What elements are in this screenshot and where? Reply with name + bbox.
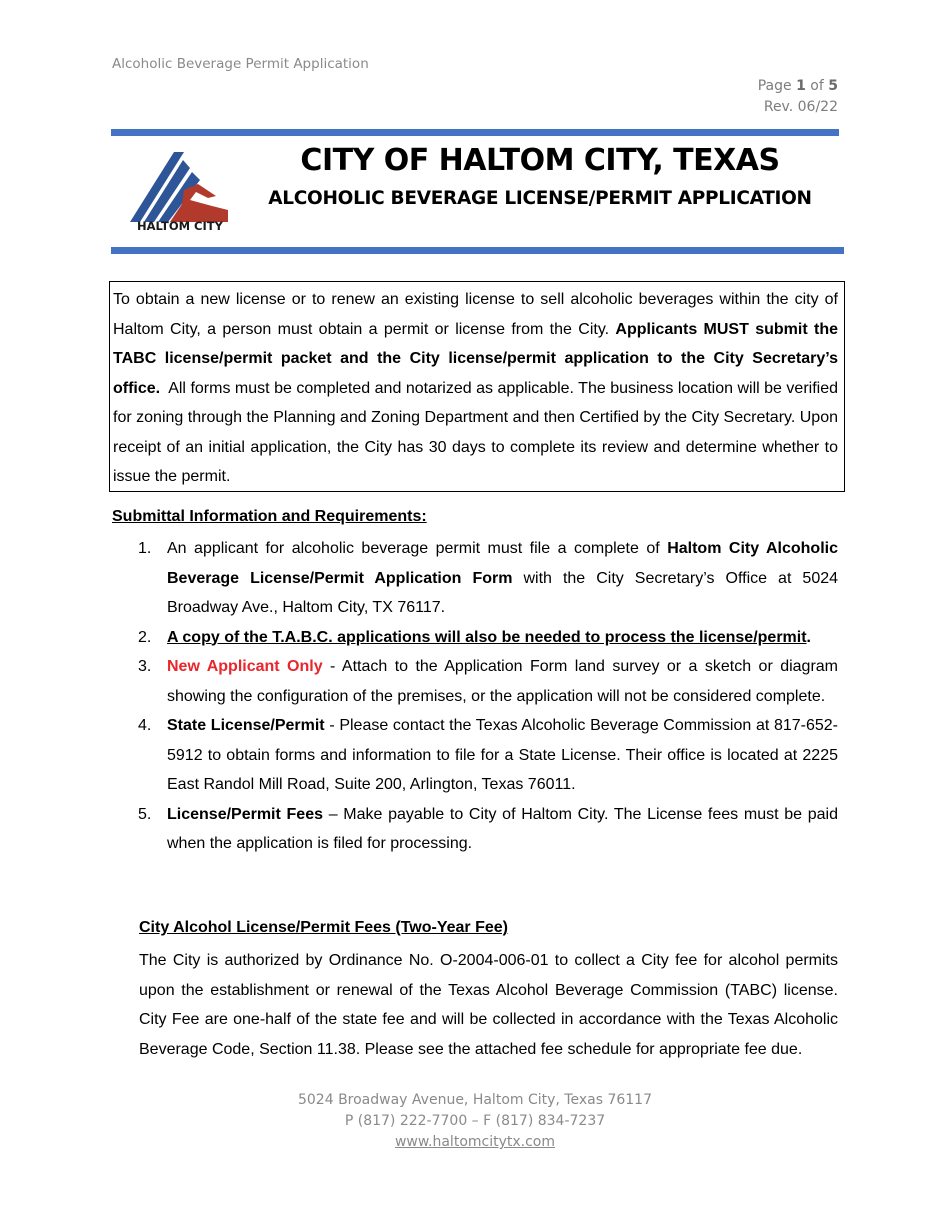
page-number: Page 1 of 5	[757, 78, 838, 94]
intro-box: To obtain a new license or to renew an existing license to sell alcoholic beverages within the city of Haltom City, a person must obtain a permit or license from the City. Applicants MUST submit the TABC license/permit packet and the City license/permit application to the City Secretary’s office. All forms must be completed and notarized as applicable. The business location will be verified for zoning through the Planning and Zoning Department and then Certified by the City Secretary. Upon receipt of an initial application, the City has 30 days to complete its review and determine whether to issue the permit.	[109, 281, 845, 492]
page-subtitle: ALCOHOLIC BEVERAGE LICENSE/PERMIT APPLICATION	[268, 188, 812, 209]
top-divider	[111, 129, 839, 136]
fees-heading: City Alcohol License/Permit Fees (Two-Year Fee)	[139, 919, 508, 936]
list-item: 3. New Applicant Only - Attach to the Application Form land survey or a sketch or diagram showing the configuration of the premises, or the application will not be considered complete.	[138, 658, 838, 705]
footer-website-link[interactable]: www.haltomcitytx.com	[394, 1134, 556, 1150]
fees-paragraph: The City is authorized by Ordinance No. O-2004-006-01 to collect a City fee for alcohol permits upon the establishment or renewal of the Texas Alcohol Beverage Commission (TABC) license. City Fee are one-half of the state fee and will be collected in accordance with the Texas Alcoholic Beverage Code, Section 11.38. Please see the attached fee schedule for appropriate fee due.	[139, 952, 838, 1058]
page-footer	[0, 1090, 950, 1153]
requirements-heading: Submittal Information and Requirements:	[112, 508, 427, 525]
list-item: 5. License/Permit Fees – Make payable to City of Haltom City. The License fees must be paid when the application is filed for processing.	[138, 805, 838, 852]
footer-phone: P (817) 222-7700 – F (817) 834-7237	[344, 1113, 606, 1129]
page-info	[758, 76, 838, 118]
haltom-city-logo	[128, 150, 232, 232]
revision-date: Rev. 06/22	[763, 99, 838, 115]
requirements-list	[138, 534, 838, 859]
list-item: 1. An applicant for alcoholic beverage permit must file a complete of Haltom City Alcoholic Beverage License/Permit Application Form with the City Secretary’s Office at 5024 Broadway Ave., Haltom City, TX 76117.	[138, 540, 839, 616]
bottom-divider	[111, 247, 844, 254]
logo-text: HALTOM CITY	[137, 219, 223, 232]
page-title: CITY OF HALTOM CITY, TEXAS	[300, 143, 780, 178]
document-label: Alcoholic Beverage Permit Application	[112, 56, 369, 72]
list-item: 2. A copy of the T.A.B.C. applications will also be needed to process the license/permit.	[138, 628, 811, 646]
footer-address: 5024 Broadway Avenue, Haltom City, Texas 76117	[297, 1092, 652, 1108]
list-item: 4. State License/Permit - Please contact the Texas Alcoholic Beverage Commission at 817-652-5912 to obtain forms and information to file for a State License. Their office is located at 2225 East Randol Mill Road, Suite 200, Arlington, Texas 76011.	[138, 717, 839, 793]
